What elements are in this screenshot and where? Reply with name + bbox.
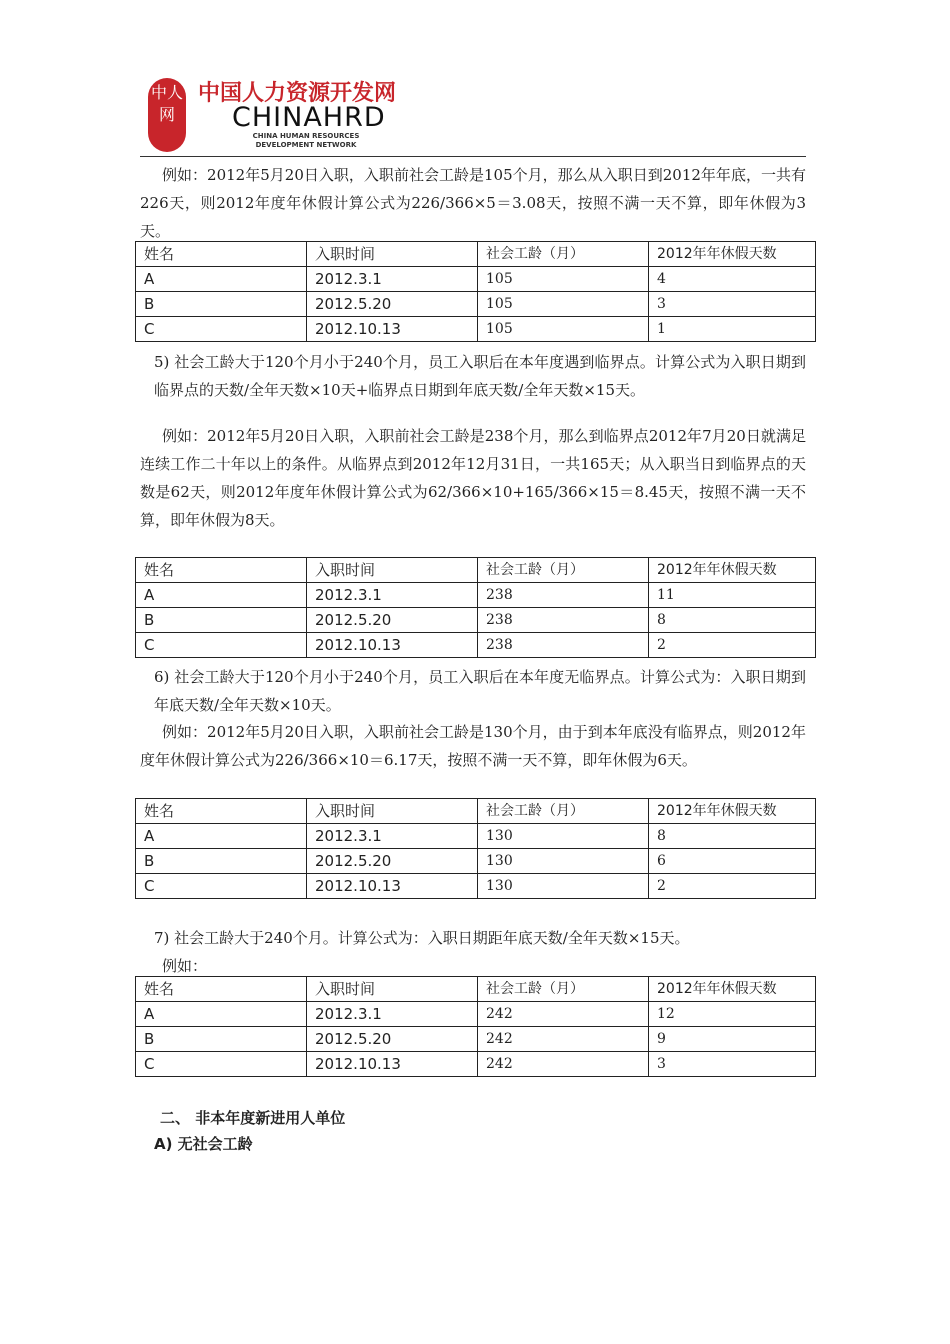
cell-leave-days: 11 xyxy=(649,583,816,608)
logo-chinese-name: 中国人力资源开发网 xyxy=(198,81,397,106)
cell-join-date: 2012.5.20 xyxy=(307,292,478,317)
cell-join-date: 2012.10.13 xyxy=(307,633,478,658)
table-row xyxy=(136,1027,816,1052)
item-5-text: 5) 社会工龄大于120个月小于240个月，员工入职后在本年度遇到临界点。计算公式为入职日期到临界点的天数/全年天数×10天+临界点日期到年底天数/全年天数×15天。 xyxy=(154,353,806,399)
cell-leave-days: 2 xyxy=(649,633,816,658)
cell-name: B xyxy=(136,292,307,317)
table-2 xyxy=(135,557,816,658)
cell-name: C xyxy=(136,874,307,899)
table-4 xyxy=(135,976,816,1077)
header-social-seniority: 社会工龄（月） xyxy=(478,799,649,824)
cell-name: B xyxy=(136,849,307,874)
header-join-date: 入职时间 xyxy=(307,242,478,267)
item-6-paragraph xyxy=(140,663,806,719)
cell-seniority: 130 xyxy=(478,874,649,899)
header-social-seniority: 社会工龄（月） xyxy=(478,977,649,1002)
logo-subtitle-line-1: CHINA HUMAN RESOURCES xyxy=(252,132,360,140)
header-join-date: 入职时间 xyxy=(307,977,478,1002)
header-name: 姓名 xyxy=(136,242,307,267)
cell-leave-days: 4 xyxy=(649,267,816,292)
cell-join-date: 2012.10.13 xyxy=(307,1052,478,1077)
table-row xyxy=(136,292,816,317)
table-row xyxy=(136,317,816,342)
item-7-text: 7) 社会工龄大于240个月。计算公式为：入职日期距年底天数/全年天数×15天。 xyxy=(154,929,690,947)
cell-name: A xyxy=(136,1002,307,1027)
logo-subtitle xyxy=(236,132,376,150)
section-2-title: 二、 非本年度新进用人单位 xyxy=(160,1109,346,1127)
chinahrd-seal-logo: 中人网 xyxy=(148,78,186,152)
cell-leave-days: 1 xyxy=(649,317,816,342)
cell-seniority: 130 xyxy=(478,824,649,849)
cell-leave-days: 12 xyxy=(649,1002,816,1027)
cell-seniority: 242 xyxy=(478,1052,649,1077)
table-row xyxy=(136,874,816,899)
cell-name: C xyxy=(136,1052,307,1077)
section-2-subtitle-a: A) 无社会工龄 xyxy=(154,1135,253,1153)
header-leave-days: 2012年年休假天数 xyxy=(649,558,816,583)
cell-name: A xyxy=(136,583,307,608)
header-join-date: 入职时间 xyxy=(307,558,478,583)
table-row xyxy=(136,824,816,849)
table-row xyxy=(136,633,816,658)
table-row xyxy=(136,1052,816,1077)
example-1-paragraph xyxy=(140,161,806,245)
cell-join-date: 2012.5.20 xyxy=(307,1027,478,1052)
header-leave-days: 2012年年休假天数 xyxy=(649,799,816,824)
cell-name: B xyxy=(136,1027,307,1052)
example-1-text: 例如：2012年5月20日入职，入职前社会工龄是105个月，那么从入职日到2012年年底，一共有226天，则2012年度年休假计算公式为226/366×5＝3.08天，按照不满一天不算，即年休假为3天。 xyxy=(140,166,806,240)
item-6-example-text: 例如：2012年5月20日入职，入职前社会工龄是130个月，由于到本年底没有临界点，则2012年度年休假计算公式为226/366×10＝6.17天，按照不满一天不算，即年休假为6天。 xyxy=(140,723,806,769)
cell-seniority: 105 xyxy=(478,292,649,317)
cell-join-date: 2012.3.1 xyxy=(307,824,478,849)
cell-seniority: 242 xyxy=(478,1002,649,1027)
cell-join-date: 2012.3.1 xyxy=(307,267,478,292)
header-name: 姓名 xyxy=(136,799,307,824)
item-7-example-text: 例如： xyxy=(162,957,208,975)
cell-seniority: 105 xyxy=(478,267,649,292)
table-header-row xyxy=(136,242,816,267)
table-header-row xyxy=(136,977,816,1002)
table-row xyxy=(136,1002,816,1027)
table-row xyxy=(136,849,816,874)
cell-leave-days: 2 xyxy=(649,874,816,899)
cell-leave-days: 9 xyxy=(649,1027,816,1052)
cell-name: A xyxy=(136,824,307,849)
header-join-date: 入职时间 xyxy=(307,799,478,824)
item-5-example-text: 例如：2012年5月20日入职，入职前社会工龄是238个月，那么到临界点2012年7月20日就满足连续工作二十年以上的条件。从临界点到2012年12月31日，一共165天；从入职当日到临界点的天数是62天，则2012年度年休假计算公式为62/366×10+165/366×15＝8.45天，按照不满一天不算，即年休假为8天。 xyxy=(140,427,806,529)
logo-subtitle-line-2: DEVELOPMENT NETWORK xyxy=(255,141,357,149)
cell-leave-days: 8 xyxy=(649,608,816,633)
header-social-seniority: 社会工龄（月） xyxy=(478,558,649,583)
header-name: 姓名 xyxy=(136,977,307,1002)
table-1 xyxy=(135,241,816,342)
cell-join-date: 2012.3.1 xyxy=(307,583,478,608)
table-row xyxy=(136,583,816,608)
header-social-seniority: 社会工龄（月） xyxy=(478,242,649,267)
cell-seniority: 130 xyxy=(478,849,649,874)
cell-leave-days: 6 xyxy=(649,849,816,874)
cell-seniority: 242 xyxy=(478,1027,649,1052)
cell-join-date: 2012.10.13 xyxy=(307,317,478,342)
cell-join-date: 2012.3.1 xyxy=(307,1002,478,1027)
cell-leave-days: 3 xyxy=(649,1052,816,1077)
table-3 xyxy=(135,798,816,899)
header-leave-days: 2012年年休假天数 xyxy=(649,977,816,1002)
cell-seniority: 238 xyxy=(478,583,649,608)
item-6-text: 6) 社会工龄大于120个月小于240个月，员工入职后在本年度无临界点。计算公式为：入职日期到年底天数/全年天数×10天。 xyxy=(154,668,806,714)
header-leave-days: 2012年年休假天数 xyxy=(649,242,816,267)
cell-leave-days: 8 xyxy=(649,824,816,849)
cell-name: B xyxy=(136,608,307,633)
cell-name: A xyxy=(136,267,307,292)
table-row xyxy=(136,267,816,292)
cell-seniority: 238 xyxy=(478,608,649,633)
cell-seniority: 105 xyxy=(478,317,649,342)
cell-seniority: 238 xyxy=(478,633,649,658)
cell-name: C xyxy=(136,317,307,342)
item-6-example-paragraph xyxy=(140,718,806,774)
item-5-example-paragraph xyxy=(140,422,806,534)
table-header-row xyxy=(136,558,816,583)
item-5-paragraph xyxy=(140,348,806,404)
cell-join-date: 2012.5.20 xyxy=(307,849,478,874)
table-row xyxy=(136,608,816,633)
logo-english-name: CHINAHRD xyxy=(232,102,386,133)
cell-name: C xyxy=(136,633,307,658)
cell-join-date: 2012.10.13 xyxy=(307,874,478,899)
table-header-row xyxy=(136,799,816,824)
cell-join-date: 2012.5.20 xyxy=(307,608,478,633)
cell-leave-days: 3 xyxy=(649,292,816,317)
item-7-paragraph xyxy=(140,924,806,980)
document-header xyxy=(140,70,806,157)
header-name: 姓名 xyxy=(136,558,307,583)
